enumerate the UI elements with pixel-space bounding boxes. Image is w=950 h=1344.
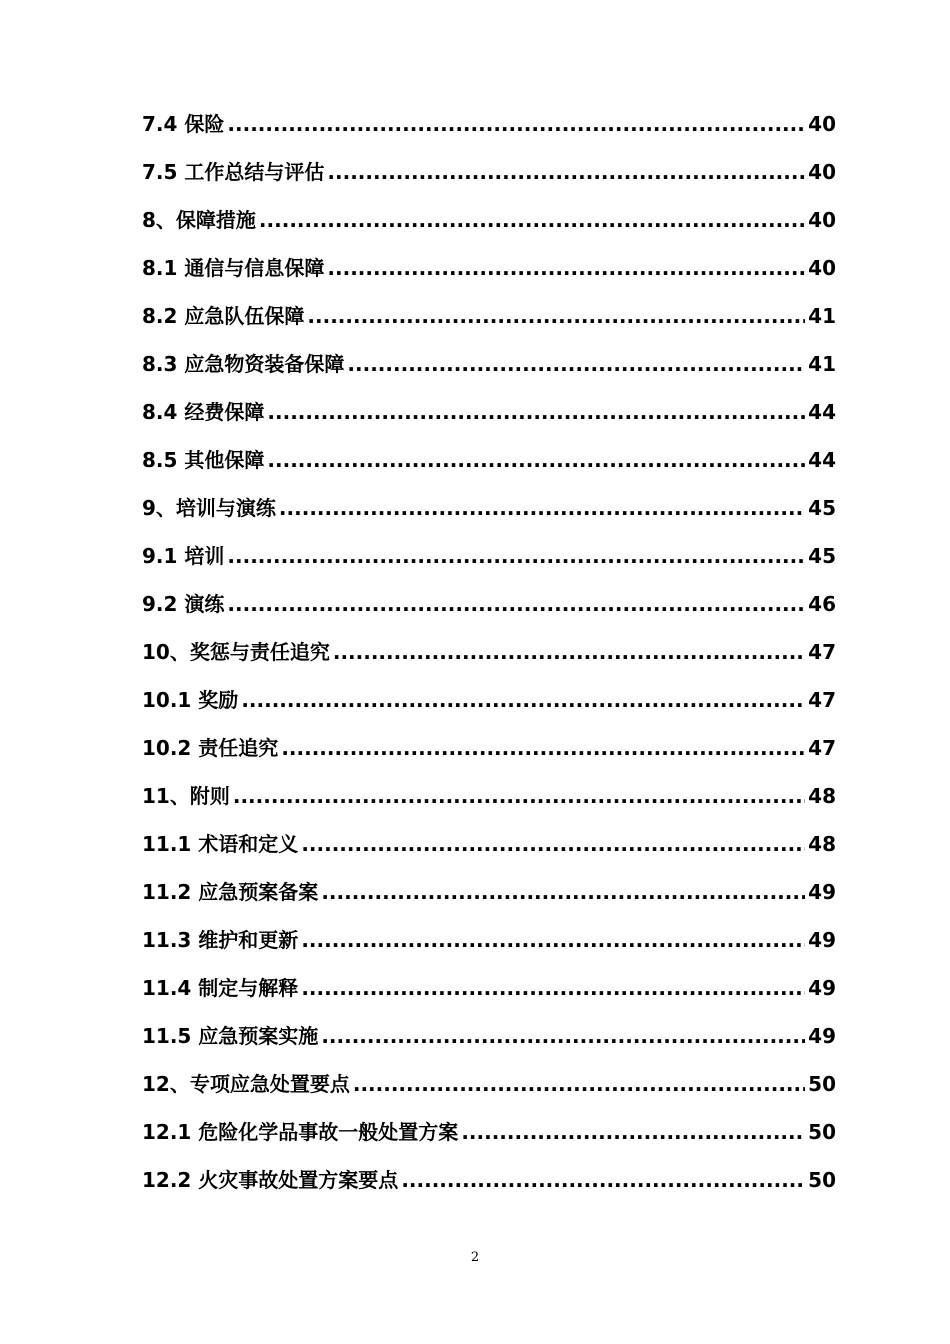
- toc-entry-page: 47: [808, 640, 836, 664]
- toc-dot-leader: [401, 1160, 805, 1200]
- toc-entry-page: 44: [808, 400, 836, 424]
- toc-dot-leader: [233, 776, 805, 816]
- toc-dot-leader: [327, 152, 805, 192]
- toc-entry-title: 11.5 应急预案实施: [142, 1024, 319, 1048]
- toc-entry-title: 10、奖惩与责任追究: [142, 640, 330, 664]
- toc-entry-page: 49: [808, 976, 836, 1000]
- toc-entry-title: 9、培训与演练: [142, 496, 276, 520]
- toc-entry-11-5[interactable]: [142, 1016, 836, 1064]
- toc-entry-page: 50: [808, 1120, 836, 1144]
- toc-entry-12-2[interactable]: [142, 1160, 836, 1208]
- toc-dot-leader: [301, 920, 805, 960]
- toc-entry-11[interactable]: [142, 776, 836, 824]
- toc-entry-8-1[interactable]: [142, 248, 836, 296]
- toc-entry-title: 11.4 制定与解释: [142, 976, 299, 1000]
- toc-entry-title: 8.3 应急物资装备保障: [142, 352, 345, 376]
- toc-entry-title: 8、保障措施: [142, 208, 256, 232]
- toc-entry-12-1[interactable]: [142, 1112, 836, 1160]
- toc-entry-page: 47: [808, 736, 836, 760]
- toc-entry-8-5[interactable]: [142, 440, 836, 488]
- toc-dot-leader: [347, 344, 805, 384]
- toc-entry-title: 9.2 演练: [142, 592, 225, 616]
- toc-dot-leader: [333, 632, 805, 672]
- toc-entry-8-2[interactable]: [142, 296, 836, 344]
- toc-entry-page: 40: [808, 160, 836, 184]
- toc-entry-9-2[interactable]: [142, 584, 836, 632]
- toc-entry-8[interactable]: [142, 200, 836, 248]
- toc-entry-9[interactable]: [142, 488, 836, 536]
- toc-entry-11-2[interactable]: [142, 872, 836, 920]
- toc-entry-title: 8.2 应急队伍保障: [142, 304, 305, 328]
- toc-entry-title: 8.5 其他保障: [142, 448, 265, 472]
- toc-entry-page: 45: [808, 544, 836, 568]
- toc-dot-leader: [307, 296, 805, 336]
- toc-entry-8-4[interactable]: [142, 392, 836, 440]
- toc-dot-leader: [321, 872, 805, 912]
- toc-entry-page: 40: [808, 208, 836, 232]
- toc-entry-title: 10.2 责任追究: [142, 736, 279, 760]
- toc-entry-page: 49: [808, 1024, 836, 1048]
- toc-dot-leader: [301, 824, 805, 864]
- toc-dot-leader: [321, 1016, 805, 1056]
- toc-dot-leader: [281, 728, 805, 768]
- toc-entry-title: 8.1 通信与信息保障: [142, 256, 325, 280]
- toc-entry-page: 49: [808, 928, 836, 952]
- toc-entry-page: 48: [808, 784, 836, 808]
- toc-entry-page: 47: [808, 688, 836, 712]
- toc-entry-title: 9.1 培训: [142, 544, 225, 568]
- toc-dot-leader: [301, 968, 805, 1008]
- toc-dot-leader: [241, 680, 805, 720]
- toc-entry-7-4[interactable]: [142, 104, 836, 152]
- toc-entry-title: 11、附则: [142, 784, 230, 808]
- toc-entry-page: 46: [808, 592, 836, 616]
- toc-entry-page: 41: [808, 304, 836, 328]
- toc-entry-page: 49: [808, 880, 836, 904]
- toc-dot-leader: [227, 536, 805, 576]
- toc-entry-8-3[interactable]: [142, 344, 836, 392]
- toc-entry-page: 50: [808, 1168, 836, 1192]
- toc-entry-title: 7.4 保险: [142, 112, 225, 136]
- toc-dot-leader: [461, 1112, 805, 1152]
- toc-entry-title: 8.4 经费保障: [142, 400, 265, 424]
- toc-entry-title: 7.5 工作总结与评估: [142, 160, 325, 184]
- toc-entry-page: 44: [808, 448, 836, 472]
- toc-entry-12[interactable]: [142, 1064, 836, 1112]
- table-of-contents: [142, 104, 836, 1208]
- toc-entry-11-3[interactable]: [142, 920, 836, 968]
- toc-entry-10-2[interactable]: [142, 728, 836, 776]
- toc-entry-page: 40: [808, 112, 836, 136]
- toc-entry-10-1[interactable]: [142, 680, 836, 728]
- toc-dot-leader: [353, 1064, 805, 1104]
- page-number: 2: [470, 1250, 480, 1265]
- toc-entry-11-4[interactable]: [142, 968, 836, 1016]
- toc-entry-7-5[interactable]: [142, 152, 836, 200]
- toc-entry-page: 41: [808, 352, 836, 376]
- toc-dot-leader: [327, 248, 805, 288]
- toc-dot-leader: [267, 440, 805, 480]
- toc-dot-leader: [227, 584, 805, 624]
- toc-dot-leader: [227, 104, 805, 144]
- toc-dot-leader: [279, 488, 805, 528]
- toc-entry-page: 40: [808, 256, 836, 280]
- toc-entry-title: 11.3 维护和更新: [142, 928, 299, 952]
- toc-entry-page: 50: [808, 1072, 836, 1096]
- toc-entry-page: 48: [808, 832, 836, 856]
- toc-entry-9-1[interactable]: [142, 536, 836, 584]
- toc-entry-title: 12.1 危险化学品事故一般处置方案: [142, 1120, 459, 1144]
- toc-entry-11-1[interactable]: [142, 824, 836, 872]
- toc-entry-title: 10.1 奖励: [142, 688, 239, 712]
- toc-dot-leader: [267, 392, 805, 432]
- toc-entry-10[interactable]: [142, 632, 836, 680]
- toc-entry-title: 12、专项应急处置要点: [142, 1072, 350, 1096]
- toc-entry-title: 12.2 火灾事故处置方案要点: [142, 1168, 399, 1192]
- toc-entry-title: 11.1 术语和定义: [142, 832, 299, 856]
- toc-entry-page: 45: [808, 496, 836, 520]
- toc-entry-title: 11.2 应急预案备案: [142, 880, 319, 904]
- toc-dot-leader: [259, 200, 805, 240]
